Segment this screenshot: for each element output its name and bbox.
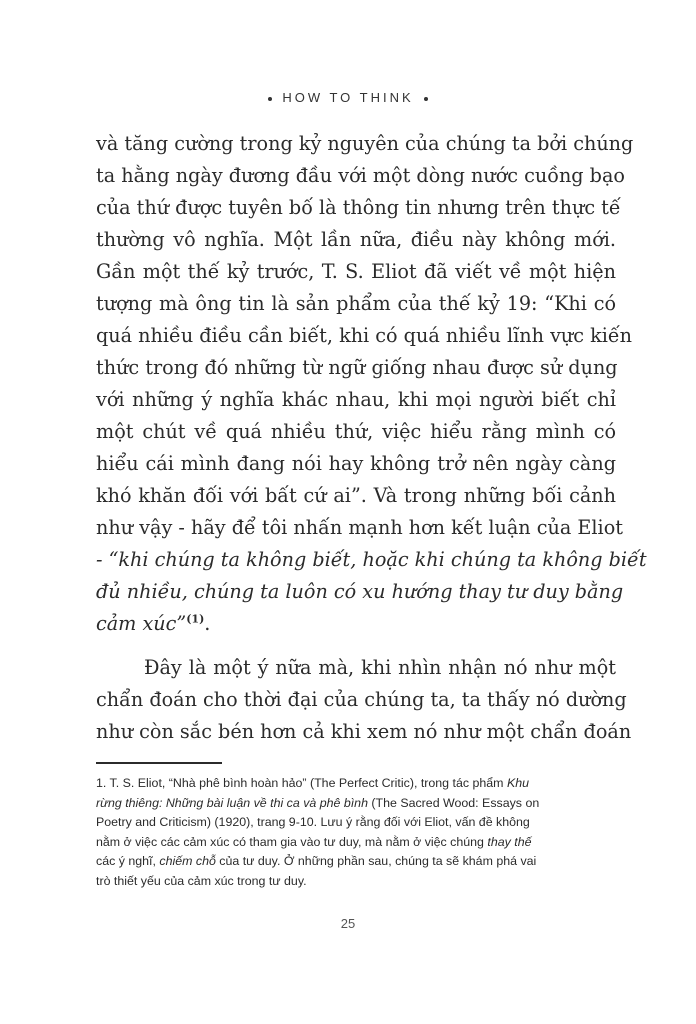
body-line: quá nhiều điều cần biết, khi có quá nhiều lĩnh vực kiến [96,324,633,347]
footnote-divider [96,762,222,764]
footnote-italic: chiếm chỗ [159,854,216,868]
bullet-left-icon [268,97,272,101]
body-line: khó khăn đối với bất cứ ai”. Và trong những bối cảnh [96,484,616,507]
bullet-right-icon [424,97,428,101]
footnote-line [96,833,616,853]
body-line: với những ý nghĩa khác nhau, khi mọi người biết chỉ [96,388,616,411]
running-header [0,90,696,105]
body-line: thường vô nghĩa. Một lần nữa, điều này không mới. [96,228,616,251]
footnote-line: Poetry and Criticism) (1920), trang 9-10. Lưu ý rằng đối với Eliot, vấn đề không [96,815,530,829]
body-line-last [96,608,616,640]
footnote-text: 1. T. S. Eliot, “Nhà phê bình hoàn hảo” (The Perfect Critic), trong tác phẩm [96,776,507,790]
footnote-line [96,794,616,814]
footnote-text: các ý nghĩ, [96,854,160,868]
body-line-italic: đủ nhiều, chúng ta luôn có xu hướng thay tư duy bằng [96,580,624,603]
body-line: và tăng cường trong kỷ nguyên của chúng ta bởi chúng [96,132,634,155]
body-line: như còn sắc bén hơn cả khi xem nó như một chẩn đoán [96,720,632,743]
footnote-text: nằm ở việc các cảm xúc có tham gia vào tư duy, mà nằm ở việc chúng [96,834,488,849]
body-line: Gần một thế kỷ trước, T. S. Eliot đã viết về một hiện [96,260,616,283]
footnote-italic: rừng thiêng: Những bài luận về thi ca và phê bình [96,795,368,810]
footnote-ref-link[interactable]: (1) [186,612,205,626]
footnote-text: của tư duy. Ở những phần sau, chúng ta sẽ khám phá vai [215,854,537,868]
body-line: Đây là một ý nữa mà, khi nhìn nhận nó như một [144,656,616,679]
body-line: như vậy - hãy để tôi nhấn mạnh hơn kết luận của Eliot [96,516,623,539]
body-line: một chút về quá nhiều thứ, việc hiểu rằng mình có [96,420,616,443]
footnote [96,774,616,891]
body-line-italic: - “khi chúng ta không biết, hoặc khi chúng ta không biết [96,548,647,571]
footnote-line [96,774,616,794]
quote-end-italic: cảm xúc” [96,612,187,635]
body-line: hiểu cái mình đang nói hay không trở nên ngày càng [96,452,616,475]
body-line: ta hằng ngày đương đầu với một dòng nước cuồng bạo [96,164,625,187]
footnote-italic: Khu [506,776,529,790]
footnote-line: trò thiết yếu của cảm xúc trong tư duy. [96,873,307,888]
page-number: 25 [340,916,356,931]
body-text [96,128,647,748]
footnote-line [96,852,616,872]
body-line: thức trong đó những từ ngữ giống nhau được sử dụng [96,356,618,379]
footnote-text: (The Sacred Wood: Essays on [367,795,540,810]
header-title: HOW TO THINK [282,90,414,105]
body-line: tượng mà ông tin là sản phẩm của thế kỷ 19: “Khi có [96,292,616,315]
body-line: của thứ được tuyên bố là thông tin nhưng trên thực tế [96,196,621,219]
sentence-end: . [204,612,211,635]
footnote-italic: thay thế [487,834,532,849]
body-line: chẩn đoán cho thời đại của chúng ta, ta thấy nó dường [96,688,627,711]
